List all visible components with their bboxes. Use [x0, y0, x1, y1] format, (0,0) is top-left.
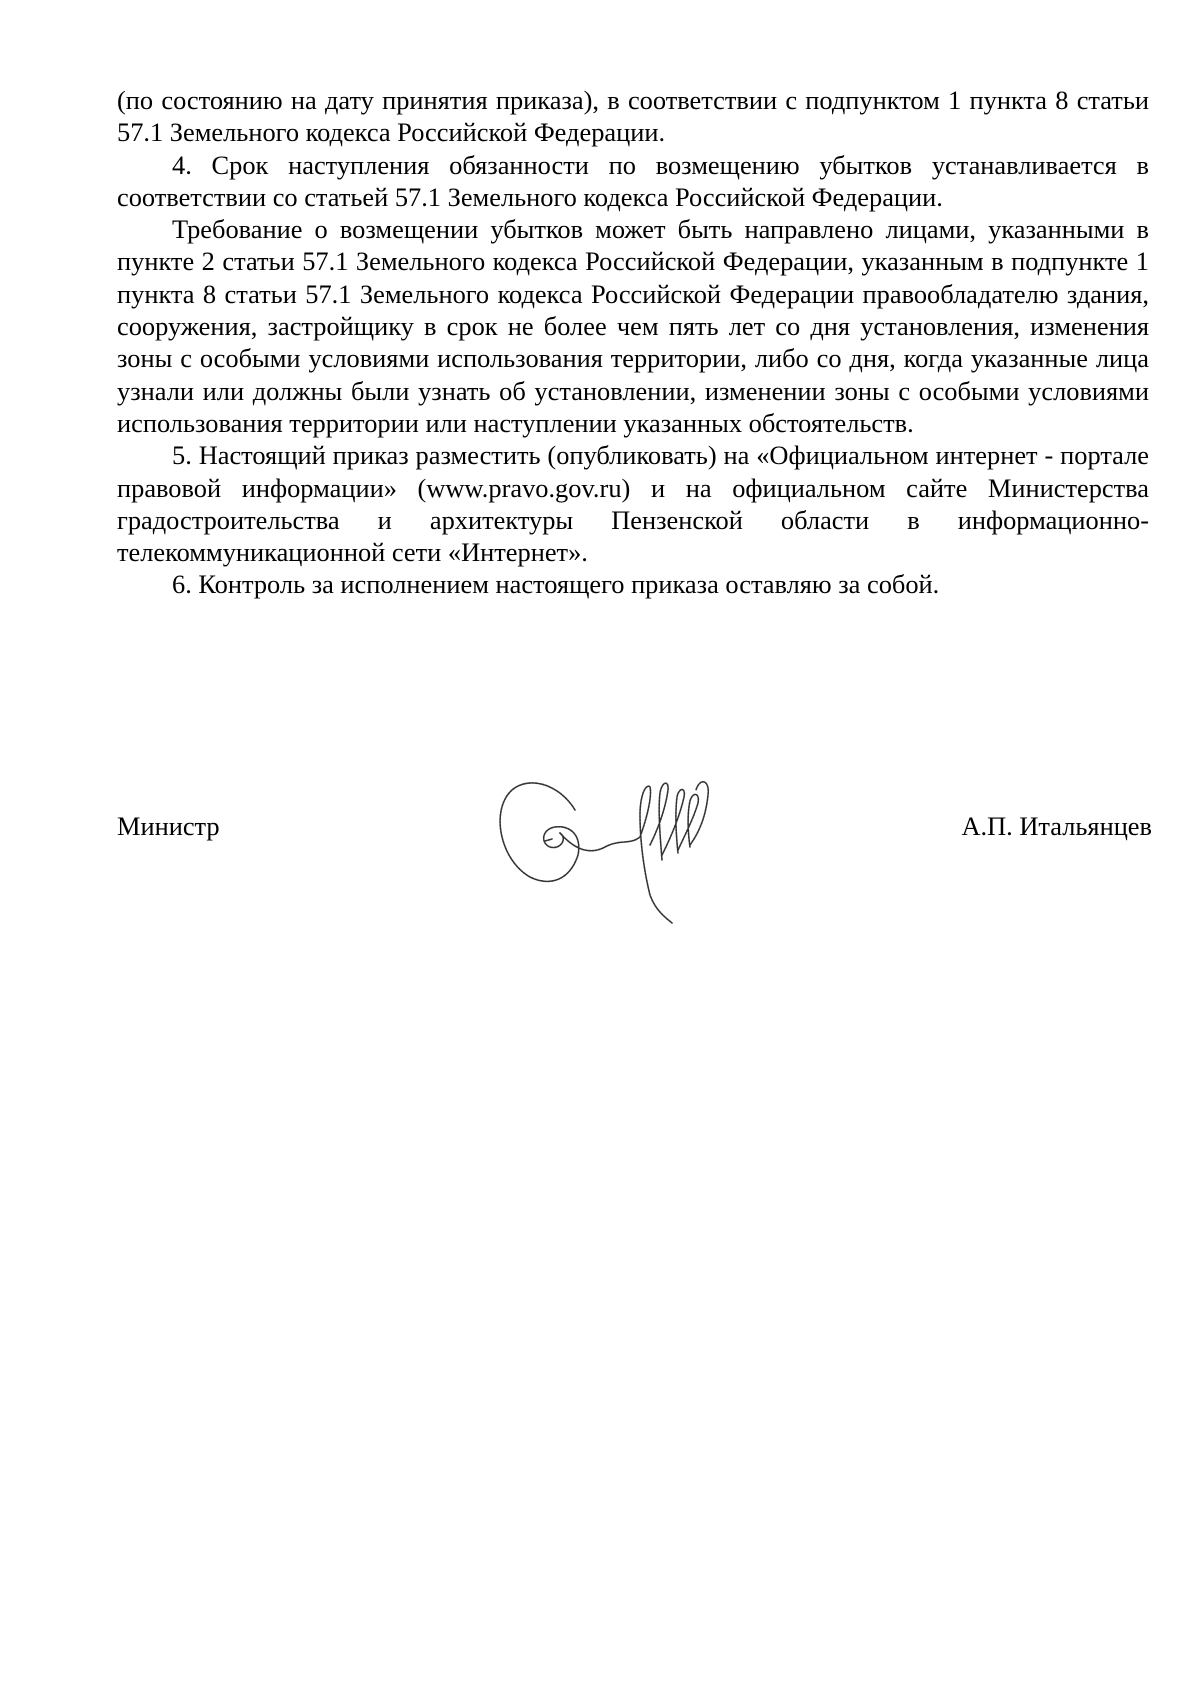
- handwritten-signature: [490, 735, 770, 925]
- paragraph-continuation: (по состоянию на дату принятия приказа), в соответствии с подпунктом 1 пункта 8 статьи 57.1 Земельного кодекса Российской Федерации.: [117, 85, 1149, 148]
- paragraph-item-6: 6. Контроль за исполнением настоящего приказа оставляю за собой.: [172, 569, 940, 600]
- paragraph-item-4: 4. Срок наступления обязанности по возмещению убытков устанавливается в соответствии со статьей 57.1 Земельного кодекса Российской Федерации.: [117, 149, 1149, 212]
- paragraph-damages-claim: Требование о возмещении убытков может быть направлено лицами, указанными в пункте 2 статьи 57.1 Земельного кодекса Российской Федерации, указанным в подпункте 1 пункта 8 статьи 57.1 Земельного кодекса Российской Федерации правообладателю здания, сооружения, застройщику в срок не более чем пять лет со дня установления, изменения зоны с особыми условиями использования территории, либо со дня, когда указанные лица узнали или должны были узнать об установлении, изменении зоны с особыми условиями использования территории или наступлении указанных обстоятельств.: [117, 214, 1149, 438]
- signatory-name: А.П. Итальянцев: [961, 811, 1152, 841]
- paragraph-item-5: 5. Настоящий приказ разместить (опубликовать) на «Официальном интернет - портале правовой информации» (www.pravo.gov.ru) и на официальном сайте Министерства градостроительства и архитектуры Пензенской области в информационно-телекоммуникационной сети «Интернет».: [117, 440, 1149, 568]
- signatory-role: Министр: [117, 811, 220, 841]
- document-body: [117, 84, 1149, 601]
